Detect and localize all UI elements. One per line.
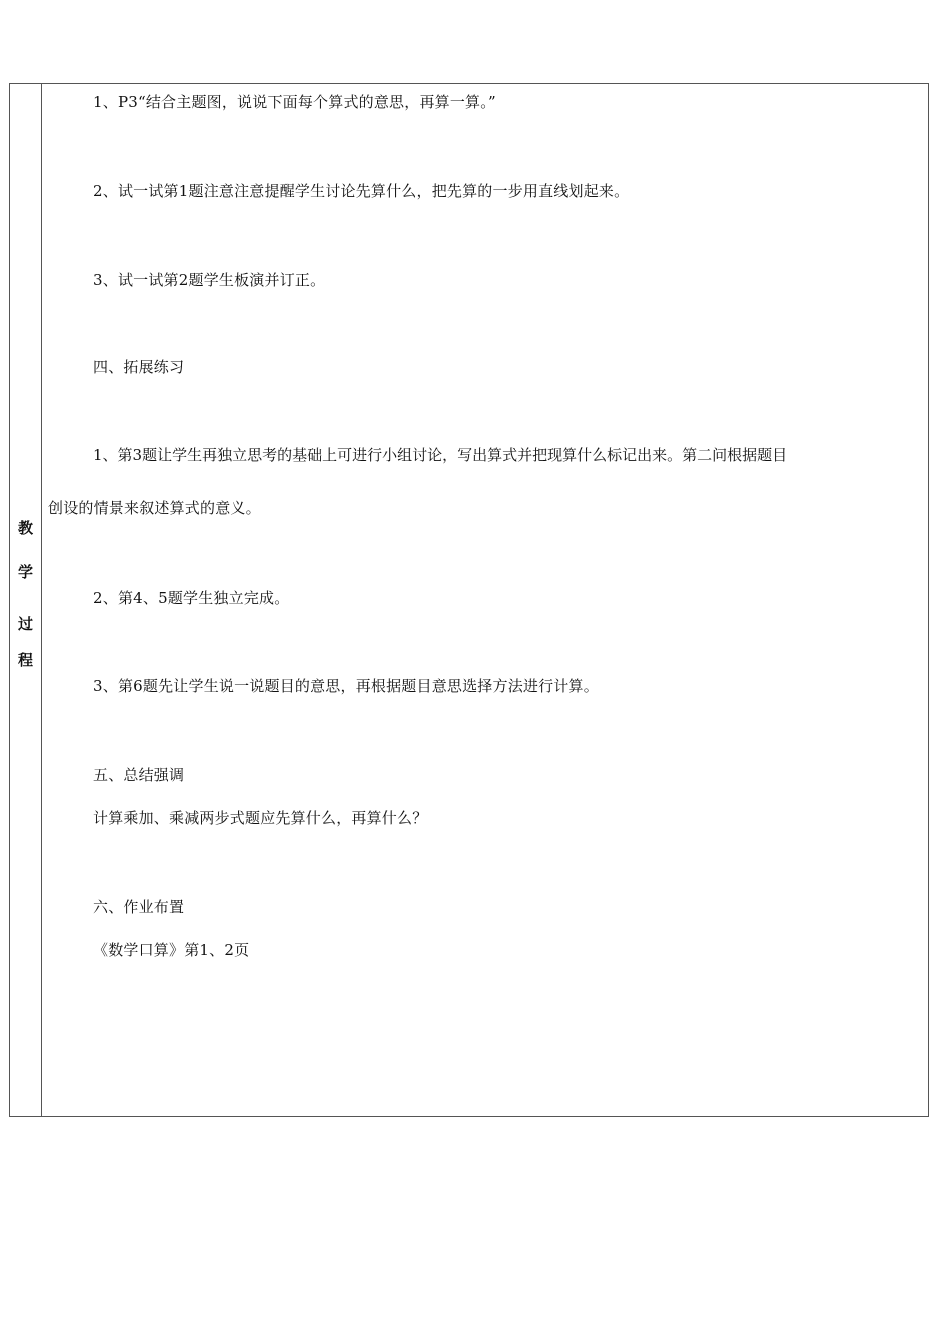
section-label-char: 程: [17, 651, 33, 669]
step-line: 3、试一试第2题学生板演并订正。: [93, 271, 326, 289]
section-label-char: 过: [17, 615, 33, 633]
step-line: 1、P3“结合主题图，说说下面每个算式的意思，再算一算。”: [93, 93, 496, 111]
section-label-column: [10, 84, 42, 1116]
section-label-char: 学: [17, 563, 33, 581]
section-heading: 四、拓展练习: [93, 358, 185, 376]
step-line: 2、试一试第1题注意注意提醒学生讨论先算什么，把先算的一步用直线划起来。: [93, 182, 630, 200]
step-line-continuation: 创设的情景来叙述算式的意义。: [48, 499, 261, 517]
homework-line: 《数学口算》第1、2页: [93, 941, 250, 959]
summary-line: 计算乘加、乘减两步式题应先算什么，再算什么？: [93, 809, 428, 827]
step-line: 1、第3题让学生再独立思考的基础上可进行小组讨论，写出算式并把现算什么标记出来。第二问根据题目: [93, 446, 788, 464]
section-heading: 六、作业布置: [93, 898, 185, 916]
step-line: 2、第4、5题学生独立完成。: [93, 589, 290, 607]
step-line: 3、第6题先让学生说一说题目的意思，再根据题目意思选择方法进行计算。: [93, 677, 599, 695]
section-heading: 五、总结强调: [93, 766, 185, 784]
section-label-char: 教: [17, 519, 33, 537]
section-label: [10, 519, 41, 669]
